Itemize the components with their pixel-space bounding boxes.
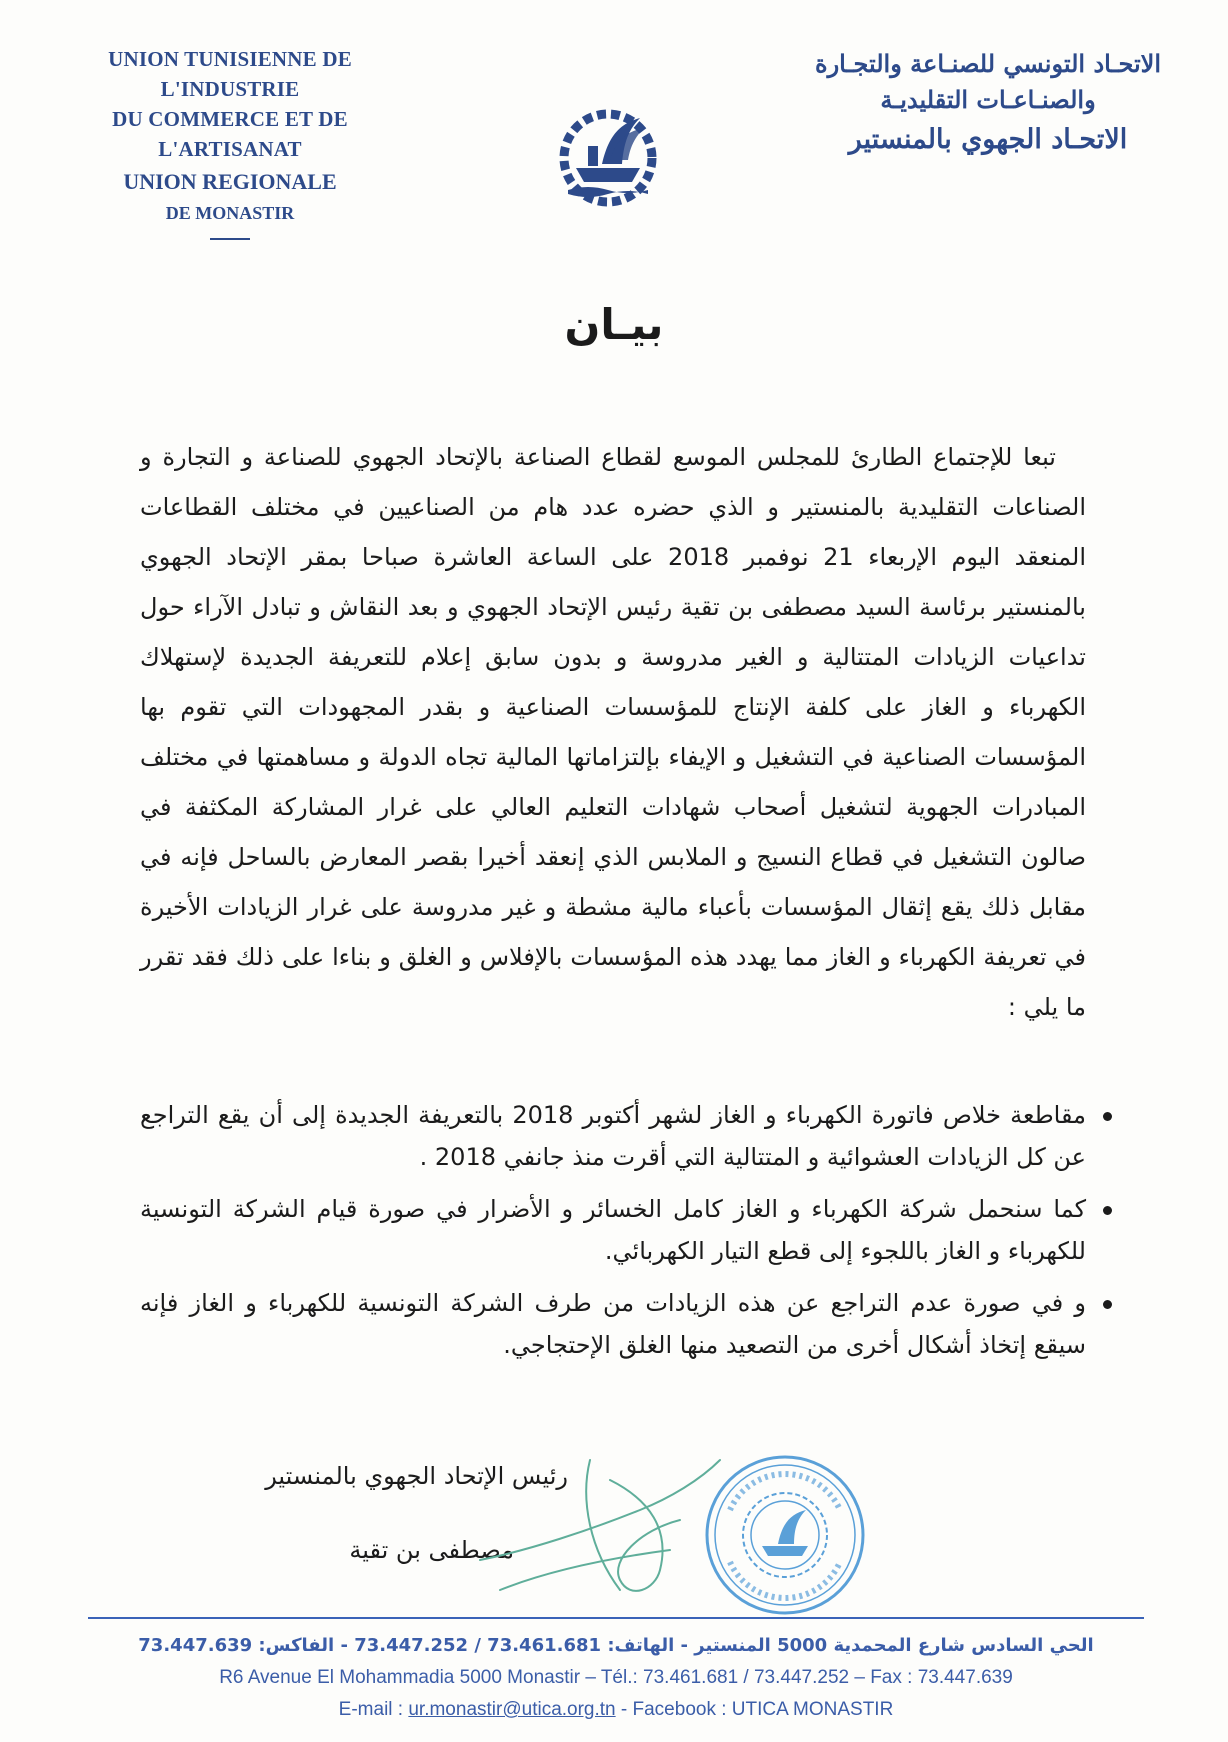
statement-paragraph: تبعا للإجتماع الطارئ للمجلس الموسع لقطاع الصناعة بالإتحاد الجهوي للصناعة و التجارة و الصناعات التقليدية بالمنستير و الذي حضره عدد هام من الصناعيين في مختلف القطاعات المنعقد اليوم الإربعاء 21 نوفمبر 2018 على الساعة العاشرة صباحا بمقر الإتحاد الجهوي بالمنستير برئاسة السيد مصطفى بن تقية رئيس الإتحاد الجهوي و بعد النقاش و تبادل الآراء حول تداعيات الزيادات المتتالية و الغير مدروسة و بدون سابق إعلام للتعريفة الجديدة لإستهلاك الكهرباء و الغاز على كلفة الإنتاج للمؤسسات الصناعية و بقدر المجهودات التي تقوم بها المؤسسات الصناعية في التشغيل و الإيفاء بإلتزاماتها المالية تجاه الدولة و مساهمتها في مختلف المبادرات الجهوية لتشغيل أصحاب شهادات التعليم العالي على غرار المشاركة المكثفة في صالون التشغيل في قطاع النسيج و الملابس الذي إنعقد أخيرا بقصر المعارض بالساحل فإنه في مقابل ذلك يقع إثقال المؤسسات بأعباء مالية مشطة و غير مدروسة على غرار الزيادات الأخيرة في تعريفة الكهرباء و الغاز مما يهدد هذه المؤسسات بالإفلاس و الغلق و بناءا على ذلك فقد تقرر ما يلي :: [140, 443, 1086, 1021]
statement-body: [140, 432, 1086, 1032]
org-city: DE MONASTIR: [165, 203, 295, 223]
footer: [88, 1630, 1144, 1726]
email-link[interactable]: ur.monastir@utica.org.tn: [408, 1699, 616, 1720]
org-union-regional-ar: الاتحـاد الجهوي بالمنستير: [848, 124, 1128, 155]
footer-divider: [88, 1617, 1144, 1619]
signatory-title: رئيس الإتحاد الجهوي بالمنستير: [265, 1462, 568, 1490]
decision-item: و في صورة عدم التراجع عن هذه الزيادات من طرف الشركة التونسية للكهرباء و الغاز فإنه سيقع إتخاذ أشكال أخرى من التصعيد منها الغلق الإحتجاجي.: [140, 1282, 1086, 1366]
email-label: E-mail :: [338, 1699, 404, 1720]
footer-address-ar: الحي السادس شارع المحمدية 5000 المنستير - الهاتف: 73.461.681 / 73.447.252 - الفاكس: 73.447.639: [138, 1635, 1094, 1656]
org-name-line2: DU COMMERCE ET DE L'ARTISANAT: [112, 107, 348, 161]
header-divider: [210, 238, 250, 240]
decisions-list: [140, 1094, 1112, 1376]
document-title: بيـان: [564, 300, 664, 349]
header-french: [40, 44, 420, 240]
org-name-ar-line2: والصنـاعـات التقليديـة: [880, 85, 1096, 114]
decision-item: مقاطعة خلاص فاتورة الكهرباء و الغاز لشهر أكتوبر 2018 بالتعريفة الجديدة إلى أن يقع التراجع عن كل الزيادات العشوائية و المتتالية التي أقرت منذ جانفي 2018 .: [140, 1094, 1086, 1178]
signatory-name: مصطفى بن تقية: [349, 1536, 514, 1564]
org-name-ar-line1: الاتحـاد التونسي للصنـاعة والتجـارة: [815, 49, 1161, 78]
facebook-label: - Facebook : UTICA MONASTIR: [620, 1699, 894, 1720]
footer-contact: [88, 1694, 1144, 1726]
official-stamp-icon: [700, 1450, 870, 1620]
header-arabic: [788, 46, 1188, 160]
footer-address-fr: R6 Avenue El Mohammadia 5000 Monastir – Tél.: 73.461.681 / 73.447.252 – Fax : 73.447.639: [219, 1667, 1013, 1688]
org-name-line1: UNION TUNISIENNE DE L'INDUSTRIE: [108, 47, 352, 101]
utica-logo-icon: [548, 98, 668, 218]
decision-item: كما سنحمل شركة الكهرباء و الغاز كامل الخسائر و الأضرار في صورة قيام الشركة التونسية للكهرباء و الغاز باللجوء إلى قطع التيار الكهربائي.: [140, 1188, 1086, 1272]
org-union-regionale: UNION REGIONALE: [123, 169, 337, 194]
